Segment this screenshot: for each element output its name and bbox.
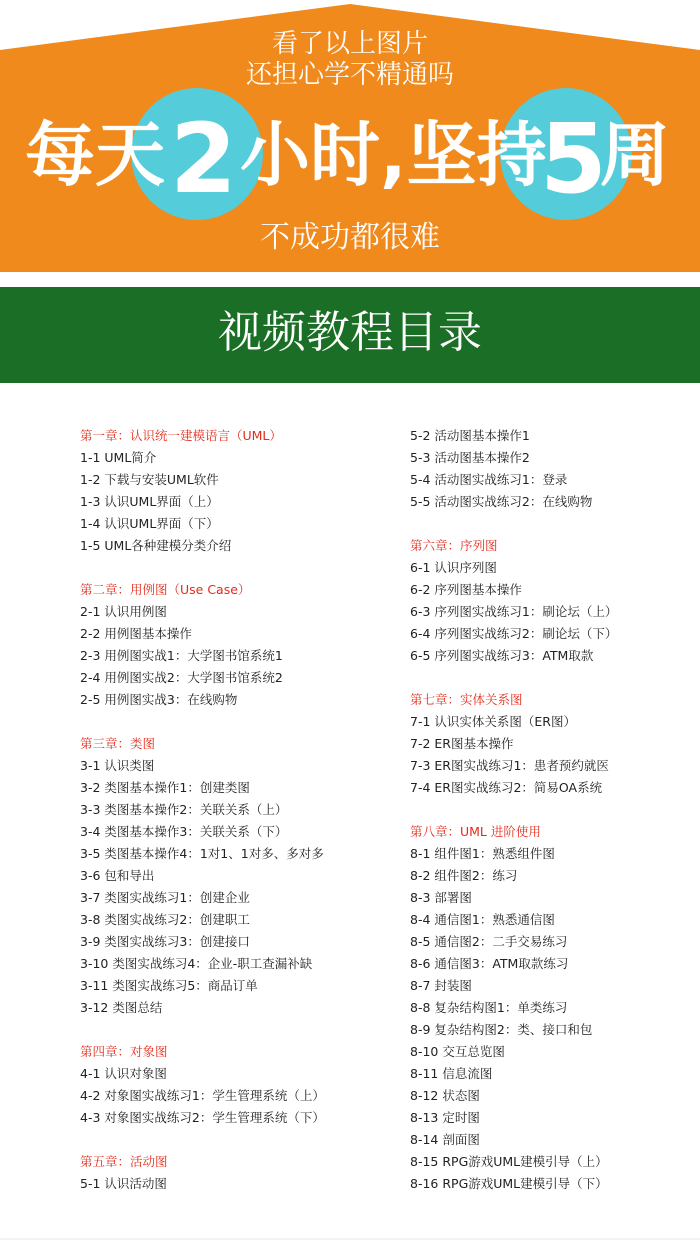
lesson-item: 8-2 组件图2：练习 [410, 868, 518, 883]
headline [0, 100, 700, 215]
lesson-item: 6-3 序列图实战练习1：刷论坛（上） [410, 604, 618, 619]
lesson-item: 1-5 UML各种建模分类介绍 [80, 538, 232, 553]
lesson-item: 8-8 复杂结构图1：单类练习 [410, 1000, 568, 1015]
toc-right-column [410, 425, 700, 1217]
lesson-item: 2-1 认识用例图 [80, 604, 167, 619]
lesson-item: 8-13 定时图 [410, 1110, 480, 1125]
chapter-title: 第一章：认识统一建模语言（UML） [80, 428, 282, 443]
intro-line-2: 还担心学不精通吗 [245, 60, 454, 90]
chapter-title: 第二章：用例图（Use Case） [80, 582, 251, 597]
lesson-item: 8-7 封装图 [410, 978, 472, 993]
lesson-item: 3-2 类图基本操作1：创建类图 [80, 780, 250, 795]
headline-number-2: 5 [540, 103, 607, 215]
promo-banner [0, 0, 700, 290]
headline-number-1: 2 [170, 103, 237, 215]
lesson-item: 7-2 ER图基本操作 [410, 736, 514, 751]
lesson-item: 1-2 下载与安装UML软件 [80, 472, 219, 487]
toc-left-column [80, 425, 390, 1217]
chapter-block [410, 689, 700, 799]
lesson-item: 1-4 认识UML界面（下） [80, 516, 219, 531]
headline-part-3: 周 [600, 114, 670, 196]
lesson-item: 4-2 对象图实战练习1：学生管理系统（上） [80, 1088, 325, 1103]
lesson-item: 3-8 类图实战练习2：创建职工 [80, 912, 250, 927]
lesson-item: 8-10 交互总览图 [410, 1044, 505, 1059]
chapter-title: 第四章：对象图 [80, 1044, 168, 1059]
lesson-item: 2-5 用例图实战3：在线购物 [80, 692, 238, 707]
lesson-item: 7-4 ER图实战练习2：简易OA系统 [410, 780, 603, 795]
lesson-item: 3-7 类图实战练习1：创建企业 [80, 890, 250, 905]
chapter-title: 第八章：UML 进阶使用 [410, 824, 541, 839]
lesson-item: 6-4 序列图实战练习2：刷论坛（下） [410, 626, 618, 641]
chapter-title: 第六章：序列图 [410, 538, 498, 553]
lesson-item: 6-1 认识序列图 [410, 560, 497, 575]
lesson-item: 3-12 类图总结 [80, 1000, 163, 1015]
lesson-item: 5-4 活动图实战练习1：登录 [410, 472, 568, 487]
lesson-item: 3-10 类图实战练习4：企业-职工查漏补缺 [80, 956, 313, 971]
lesson-item: 4-3 对象图实战练习2：学生管理系统（下） [80, 1110, 325, 1125]
chapter-block [80, 579, 390, 711]
chapter-title: 第五章：活动图 [80, 1154, 168, 1169]
lesson-item: 8-1 组件图1：熟悉组件图 [410, 846, 555, 861]
chapter-title: 第七章：实体关系图 [410, 692, 523, 707]
lesson-item: 8-9 复杂结构图2：类、接口和包 [410, 1022, 593, 1037]
lesson-item: 5-5 活动图实战练习2：在线购物 [410, 494, 593, 509]
bottom-divider [0, 1238, 700, 1240]
lesson-item: 3-4 类图基本操作3：关联关系（下） [80, 824, 288, 839]
lesson-item: 3-5 类图基本操作4：1对1、1对多、多对多 [80, 846, 324, 861]
chapter-block [410, 535, 700, 667]
lesson-item: 5-2 活动图基本操作1 [410, 428, 530, 443]
lesson-item: 3-6 包和导出 [80, 868, 155, 883]
intro-line-1: 看了以上图片 [271, 29, 428, 59]
lesson-item: 1-1 UML简介 [80, 450, 157, 465]
headline-part-1: 每天 [25, 114, 165, 196]
lesson-item: 8-6 通信图3：ATM取款练习 [410, 956, 569, 971]
headline-part-2: 小时,坚持 [240, 114, 547, 196]
lesson-item: 7-3 ER图实战练习1：患者预约就医 [410, 758, 609, 773]
lesson-item: 6-2 序列图基本操作 [410, 582, 522, 597]
lesson-item: 8-3 部署图 [410, 890, 472, 905]
lesson-item: 8-5 通信图2：二手交易练习 [410, 934, 568, 949]
lesson-item: 4-1 认识对象图 [80, 1066, 167, 1081]
lesson-item: 3-11 类图实战练习5：商品订单 [80, 978, 258, 993]
lesson-item: 2-2 用例图基本操作 [80, 626, 192, 641]
lesson-item: 8-4 通信图1：熟悉通信图 [410, 912, 555, 927]
lesson-item: 2-3 用例图实战1：大学图书馆系统1 [80, 648, 283, 663]
chapter-block [410, 425, 700, 513]
lesson-item: 3-1 认识类图 [80, 758, 155, 773]
lesson-item: 8-14 剖面图 [410, 1132, 480, 1147]
lesson-item: 3-9 类图实战练习3：创建接口 [80, 934, 250, 949]
lesson-item: 7-1 认识实体关系图（ER图） [410, 714, 576, 729]
section-title: 视频教程目录 [218, 307, 482, 358]
lesson-item: 1-3 认识UML界面（上） [80, 494, 219, 509]
lesson-item: 8-12 状态图 [410, 1088, 480, 1103]
lesson-item: 6-5 序列图实战练习3：ATM取款 [410, 648, 594, 663]
lesson-item: 5-1 认识活动图 [80, 1176, 167, 1191]
lesson-item: 3-3 类图基本操作2：关联关系（上） [80, 802, 288, 817]
section-title-bar [0, 287, 700, 383]
chapter-title: 第三章：类图 [80, 736, 156, 751]
lesson-item: 8-16 RPG游戏UML建模引导（下） [410, 1176, 608, 1191]
chapter-block [80, 425, 390, 557]
lesson-item: 8-11 信息流图 [410, 1066, 493, 1081]
lesson-item: 2-4 用例图实战2：大学图书馆系统2 [80, 670, 283, 685]
sub-slogan: 不成功都很难 [260, 220, 440, 255]
chapter-block [410, 821, 700, 1195]
lesson-item: 8-15 RPG游戏UML建模引导（上） [410, 1154, 608, 1169]
chapter-block [80, 1151, 390, 1195]
chapter-block [80, 733, 390, 1019]
lesson-item: 5-3 活动图基本操作2 [410, 450, 530, 465]
chapter-block [80, 1041, 390, 1129]
